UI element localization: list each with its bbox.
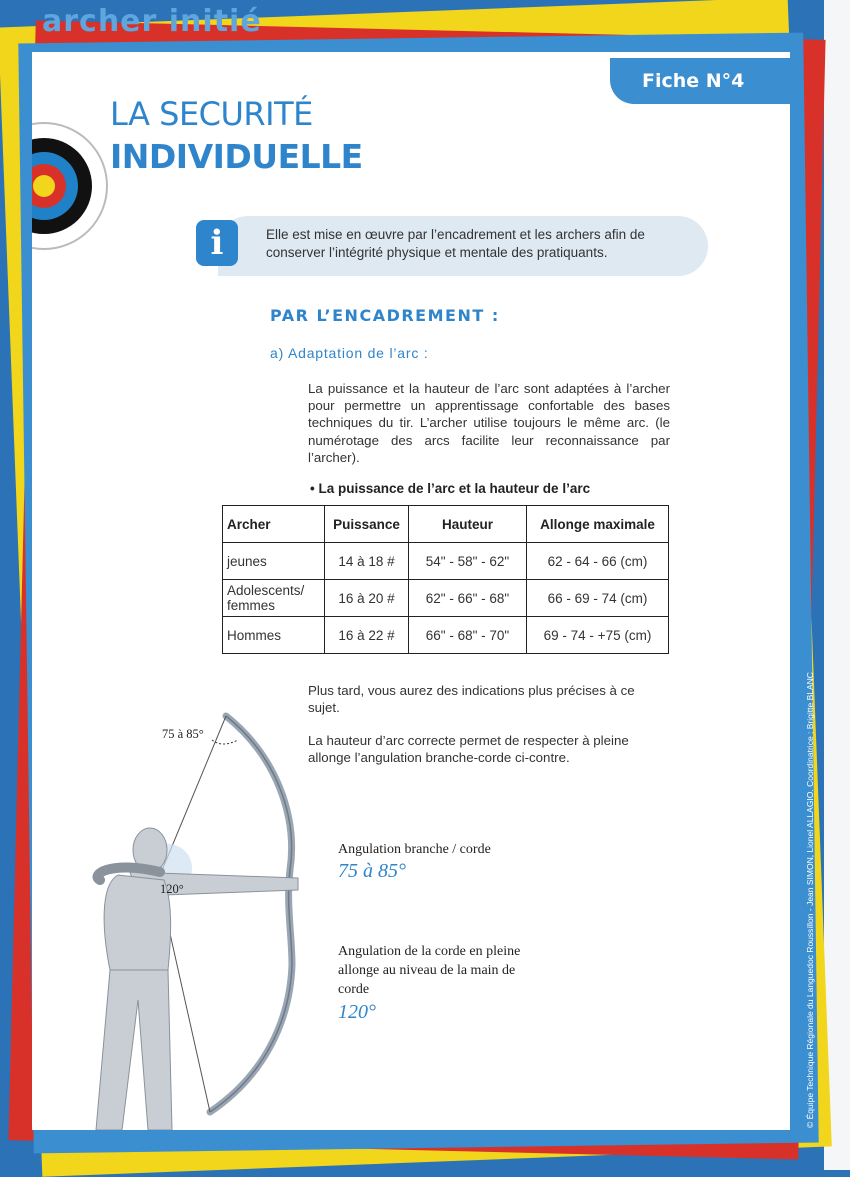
table-header: Archer xyxy=(223,506,325,543)
info-text: Elle est mise en œuvre par l’encadrement et les archers afin de conserver l’intégrité physique et mentale des pratiquants. xyxy=(266,227,645,260)
table-cell: 66" - 68" - 70" xyxy=(409,617,527,654)
table-header: Allonge maximale xyxy=(527,506,669,543)
archer-legs xyxy=(96,970,172,1130)
table-cell: jeunes xyxy=(223,543,325,580)
section-subtitle: a) Adaptation de l’arc : xyxy=(270,345,429,361)
angle-label-top: 75 à 85° xyxy=(162,727,204,741)
table-cell: 69 - 74 - +75 (cm) xyxy=(527,617,669,654)
target-icon xyxy=(32,122,108,250)
series-title: archer initié xyxy=(42,4,262,39)
table-cell: 54" - 58" - 62" xyxy=(409,543,527,580)
info-icon: i xyxy=(196,220,238,266)
page-title-line2: INDIVIDUELLE xyxy=(110,137,363,176)
table-caption: • La puissance de l’arc et la hauteur de l’arc xyxy=(310,481,591,496)
paragraph-later: Plus tard, vous aurez des indications plus précises à ce sujet. xyxy=(308,683,635,716)
table-cell: 16 à 20 # xyxy=(325,580,409,617)
paragraph-adaptation: La puissance et la hauteur de l’arc sont adaptées à l’archer pour permettre un apprentissage confortable des bases techniques du tir. L’archer utilise toujours le même arc. (le numérotage des arcs facilite leur reconnaissance par l’archer). xyxy=(308,381,670,465)
scan-edge xyxy=(824,0,850,1170)
angle2-label: Angulation de la corde en pleine allonge au niveau de la main de corde xyxy=(338,944,521,997)
table-cell: 62 - 64 - 66 (cm) xyxy=(527,543,669,580)
table-cell: Adolescents/ femmes xyxy=(223,580,325,617)
table-cell: Hommes xyxy=(223,617,325,654)
table-cell: 14 à 18 # xyxy=(325,543,409,580)
paragraph-bow-height: La hauteur d’arc correcte permet de respecter à pleine allonge l’angulation branche-corde ci-contre. xyxy=(308,733,629,766)
table-cell: 66 - 69 - 74 (cm) xyxy=(527,580,669,617)
bow-table xyxy=(222,505,669,654)
bow-limb xyxy=(210,716,292,1112)
angle1-label: Angulation branche / corde xyxy=(338,842,491,857)
table-header: Puissance xyxy=(325,506,409,543)
page-title-line1: LA SECURITÉ xyxy=(110,95,313,133)
table-row xyxy=(223,543,669,580)
credit-line: © Équipe Technique Régionale du Languedoc Roussillon - Jean SIMON, Lionel ALLAGIO. Coordinatrice : Brigitte BLANC xyxy=(805,672,815,1128)
archer-illustration xyxy=(60,700,320,1130)
table-header-row xyxy=(223,506,669,543)
table-row xyxy=(223,580,669,617)
table-cell: 16 à 22 # xyxy=(325,617,409,654)
fiche-label: Fiche N°4 xyxy=(610,58,800,104)
angle2-value: 120° xyxy=(338,1001,376,1023)
table-header: Hauteur xyxy=(409,506,527,543)
angle1-value: 75 à 85° xyxy=(338,860,406,882)
section-title: PAR L’ENCADREMENT : xyxy=(270,306,500,325)
table-cell: 62" - 66" - 68" xyxy=(409,580,527,617)
table-row xyxy=(223,617,669,654)
bow-outline xyxy=(210,716,292,1112)
angle-label-hand: 120° xyxy=(160,882,184,896)
